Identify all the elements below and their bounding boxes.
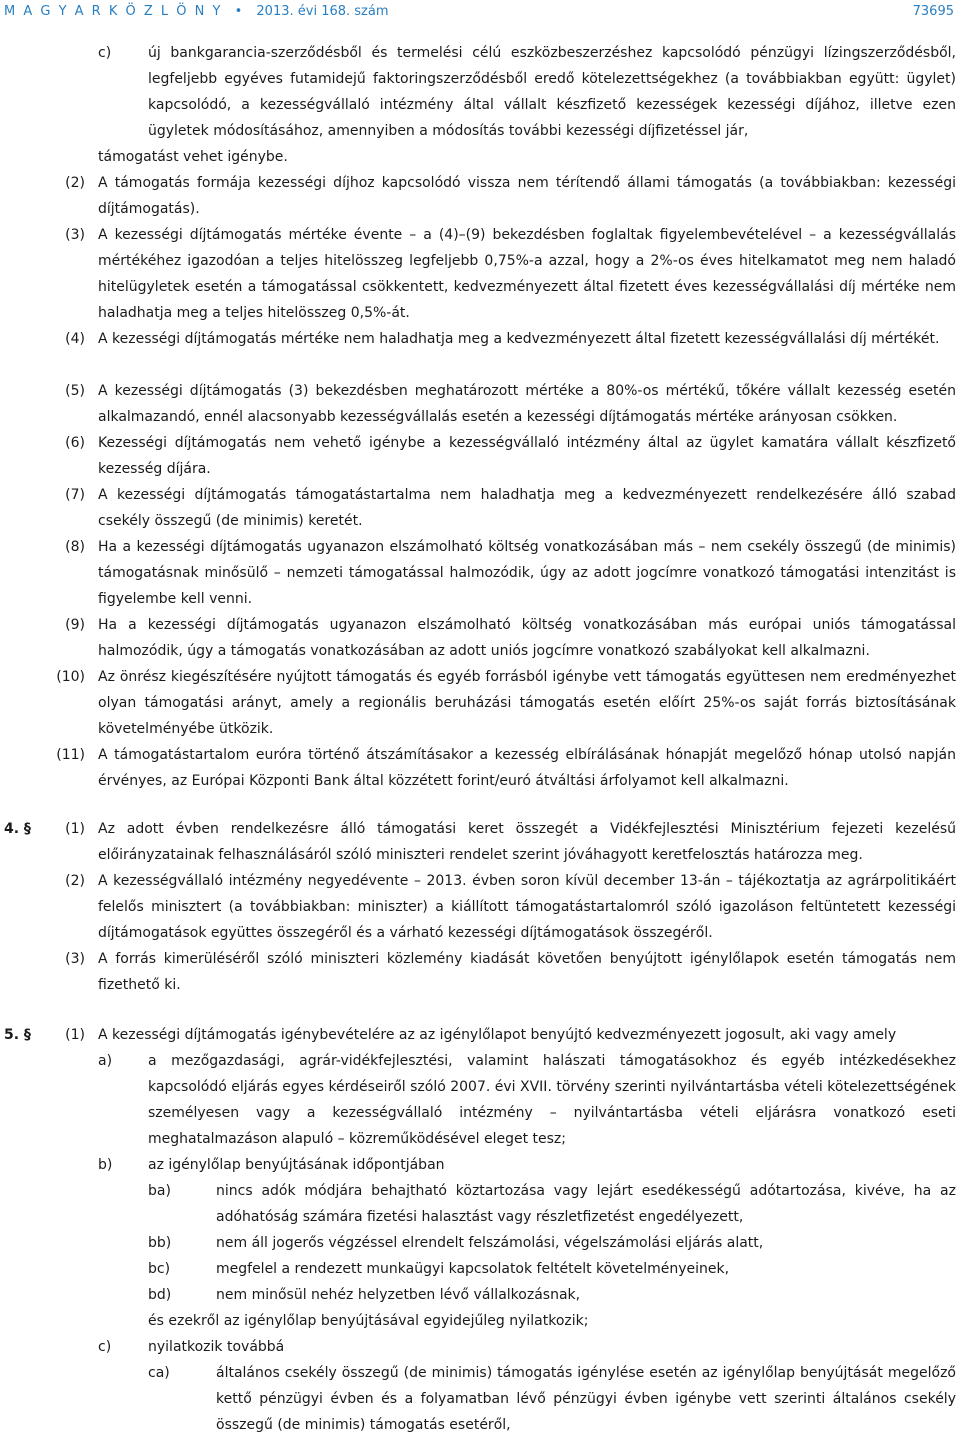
subpoint-text: nem áll jogerős végzéssel elrendelt felszámolási, végelszámolási eljárás alatt, [216, 1235, 764, 1251]
point-text: az igénylőlap benyújtásának időpontjában [148, 1157, 445, 1173]
point-label: c) [98, 1339, 112, 1355]
paragraph-text: A forrás kimerüléséről szóló miniszteri közlemény kiadását követően benyújtott igénylőlapok esetén támogatás nem fizethető ki. [98, 951, 956, 993]
point-text: a mezőgazdasági, agrár-vidékfejlesztési, valamint halászati támogatásokhoz és egyéb intézkedésekhez kapcsolódó eljárás egyes kérdéseiről szóló 2007. évi XVII. törvény szerinti nyilvántartásba vételi kötelezettségének személyesen vagy a kezességvállaló intézmény – nyilvántartásba vételi eljárásra vonatkozó eseti meghatalmazáson alapuló – közreműködésével eleget tesz; [148, 1053, 956, 1147]
subpoint-label: ba) [148, 1183, 171, 1199]
paragraph-label: (9) [65, 617, 85, 633]
paragraph-label: (6) [65, 435, 85, 451]
paragraph-label: (1) [65, 821, 85, 837]
subpoint-text: nem minősül nehéz helyzetben lévő vállalkozásnak, [216, 1287, 581, 1303]
paragraph-text: A támogatástartalom euróra történő átszámításakor a kezesség elbírálásának hónapját megelőző hónap utolsó napján érvényes, az Európai Központi Bank által közzétett forint/euró átváltási árfolyamot kell alkalmazni. [98, 747, 956, 789]
paragraph-text: Ha a kezességi díjtámogatás ugyanazon elszámolható költség vonatkozásában más európai uniós támogatással halmozódik, úgy a támogatás vonatkozásában az adott uniós jogcímre vonatkozó szabályokat kell alkalmazni. [98, 617, 956, 659]
paragraph-label: (7) [65, 487, 85, 503]
subpoint-text: általános csekély összegű (de minimis) támogatás igénylése esetén az igénylőlap benyújtását megelőző kettő pénzügyi évben és a folyamatban lévő pénzügyi évben igénybe vett szerinti általános csekély összegű (de minimis) támogatás esetéről, [216, 1365, 956, 1433]
subpoint-label: bd) [148, 1287, 172, 1303]
paragraph-label: (4) [65, 331, 85, 347]
paragraph-label: (10) [56, 669, 85, 685]
page-number: 73695 [912, 4, 954, 19]
point-label: a) [98, 1053, 113, 1069]
subpoint-text: megfelel a rendezett munkaügyi kapcsolatok feltételt követelményeinek, [216, 1261, 730, 1277]
paragraph-label: (2) [65, 873, 85, 889]
journal-title: M A G Y A R K Ö Z L Ö N Y [4, 4, 223, 19]
paragraph-text: A kezességvállaló intézmény negyedévente – 2013. évben soron kívül december 13-án – tájékoztatja az agrárpolitikáért felelős minisztert (a továbbiakban: miniszter) a kiállított támogatástartalomról szóló igazoláson feltüntetett kezességi díjtámogatások együttes összegéről és a várható kezességi díjtámogatások összegéről. [98, 873, 956, 941]
point-text: új bankgarancia-szerződésből és termelési célú eszközbeszerzéshez kapcsolódó pénzügyi lízingszerződésből, legfeljebb egyéves futamidejű faktoringszerződésből eredő kötelezettségekhez (a továbbiakban együtt: ügylet) kapcsolódó, a kezességvállaló intézmény által vállalt készfizető kezességek kezességi díjához, illetve ezen ügyletek módosításához, amennyiben a módosítás további kezességi díjfizetéssel jár, [148, 45, 956, 139]
issue-number: 2013. évi 168. szám [256, 4, 389, 19]
paragraph-text: A kezességi díjtámogatás támogatástartalma nem haladhatja meg a kedvezményezett rendelkezésére álló szabad csekély összegű (de minimis) keretét. [98, 487, 956, 529]
subpoint-label: ca) [148, 1365, 170, 1381]
paragraph-label: (5) [65, 383, 85, 399]
point-tail-text: és ezekről az igénylőlap benyújtásával egyidejűleg nyilatkozik; [148, 1313, 589, 1329]
section-5-label: 5. § [4, 1027, 31, 1043]
point-tail-text: támogatást vehet igénybe. [98, 149, 288, 165]
paragraph-text: Kezességi díjtámogatás nem vehető igénybe a kezességvállaló intézmény által az ügylet kamatára vállalt készfizető kezesség díjára. [98, 435, 956, 477]
point-text: nyilatkozik továbbá [148, 1339, 285, 1355]
paragraph-text: A kezességi díjtámogatás (3) bekezdésben meghatározott mértéke a 80%-os mértékű, tőkére vállalt kezesség esetén alkalmazandó, ennél alacsonyabb kezességvállalás esetén a kezességi díjtámogatás mértéke arányosan csökken. [98, 383, 956, 425]
paragraph-label: (3) [65, 951, 85, 967]
paragraph-text: Ha a kezességi díjtámogatás ugyanazon elszámolható költség vonatkozásában más – nem csekély összegű (de minimis) támogatásnak minősülő – nemzeti támogatással halmozódik, úgy az adott jogcímre vonatkozó támogatási intenzitást is figyelembe kell venni. [98, 539, 956, 607]
paragraph-text: A kezességi díjtámogatás mértéke nem haladhatja meg a kedvezményezett által fizetett kezességvállalási díj mértékét. [98, 331, 940, 347]
paragraph-label: (1) [65, 1027, 85, 1043]
paragraph-text: A támogatás formája kezességi díjhoz kapcsolódó vissza nem térítendő állami támogatás (a továbbiakban: kezességi díjtámogatás). [98, 175, 956, 217]
subpoint-label: bb) [148, 1235, 172, 1251]
page-header [0, 0, 960, 28]
paragraph-label: (3) [65, 227, 85, 243]
paragraph-label: (11) [56, 747, 85, 763]
paragraph-label: (2) [65, 175, 85, 191]
paragraph-text: A kezességi díjtámogatás mértéke évente – a (4)–(9) bekezdésben foglaltak figyelembevételével – a kezességvállalás mértékéhez igazodóan a teljes hitelösszeg legfeljebb 0,75%-a azzal, hogy a 2%-os éves hitelkamatot meg nem haladó hitelügyletek esetén a támogatással csökkentett, kedvezményezett által fizetett éves kezességvállalási díj mértéke nem haladhatja meg a teljes hitelösszeg 0,5%-át. [98, 227, 956, 321]
subpoint-label: bc) [148, 1261, 171, 1277]
paragraph-text: Az adott évben rendelkezésre álló támogatási keret összegét a Vidékfejlesztési Minisztérium fejezeti kezelésű előirányzatainak felhasználásáról szóló miniszteri rendelet szerint jóváhagyott keretfelosztás határozza meg. [98, 821, 956, 863]
point-label: b) [98, 1157, 113, 1173]
header-bullet: • [234, 4, 245, 19]
paragraph-text: A kezességi díjtámogatás igénybevételére az az igénylőlapot benyújtó kedvezményezett jogosult, aki vagy amely [98, 1027, 897, 1043]
paragraph-label: (8) [65, 539, 85, 555]
section-4-label: 4. § [4, 821, 31, 837]
point-label: c) [98, 45, 112, 61]
subpoint-text: nincs adók módjára behajtható köztartozása vagy lejárt esedékességű adótartozása, kivéve, ha az adóhatóság számára fizetési halasztást vagy részletfizetést engedélyezett, [216, 1183, 956, 1225]
paragraph-text: Az önrész kiegészítésére nyújtott támogatás és egyéb forrásból igénybe vett támogatás együttesen nem eredményezhet olyan támogatási arányt, amely a regionális beruházási támogatás esetén előírt 25%-os saját forrás biztosításának követelményébe ütközik. [98, 669, 956, 737]
header-journal-issue [4, 4, 389, 19]
